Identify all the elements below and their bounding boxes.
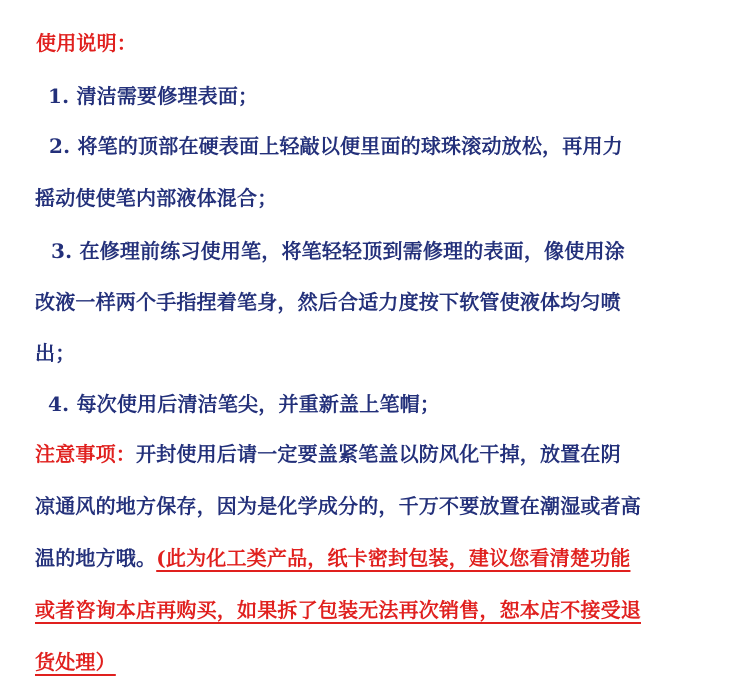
notice-disclaimer-line-1: (此为化工类产品，纸卡密封包装，建议您看清楚功能	[156, 546, 631, 570]
notice-text-line-3: 温的地方哦。	[35, 546, 157, 570]
instruction-step-4: 4. 每次使用后清洁笔尖，并重新盖上笔帽；	[48, 392, 441, 416]
notice-disclaimer-line-2: 或者咨询本店再购买，如果拆了包装无法再次销售，恕本店不接受退	[35, 598, 641, 622]
instruction-step-1: 1. 清洁需要修理表面；	[48, 84, 259, 108]
instruction-step-2-line-2: 摇动使使笔内部液体混合；	[35, 186, 278, 210]
instruction-step-3-line-1: 3. 在修理前练习使用笔，将笔轻轻顶到需修理的表面，像使用涂	[51, 239, 625, 263]
instructions-heading: 使用说明：	[36, 31, 137, 55]
instruction-step-3-line-2: 改液一样两个手指捏着笔身，然后合适力度按下软管使液体均匀喷	[35, 290, 621, 314]
notice-text-line-1: 开封使用后请一定要盖紧笔盖以防风化干掉，放置在阴	[136, 442, 621, 466]
notice-line-3	[35, 544, 630, 572]
notice-line-1	[35, 440, 621, 468]
notice-line-2: 凉通风的地方保存，因为是化学成分的，千万不要放置在潮湿或者高	[35, 494, 641, 518]
instruction-step-2-line-1: 2. 将笔的顶部在硬表面上轻敲以便里面的球珠滚动放松，再用力	[49, 134, 623, 158]
notice-heading: 注意事项：	[35, 442, 136, 466]
instruction-step-3-line-3: 出；	[35, 341, 76, 365]
notice-disclaimer-line-3: 货处理）	[35, 650, 116, 674]
